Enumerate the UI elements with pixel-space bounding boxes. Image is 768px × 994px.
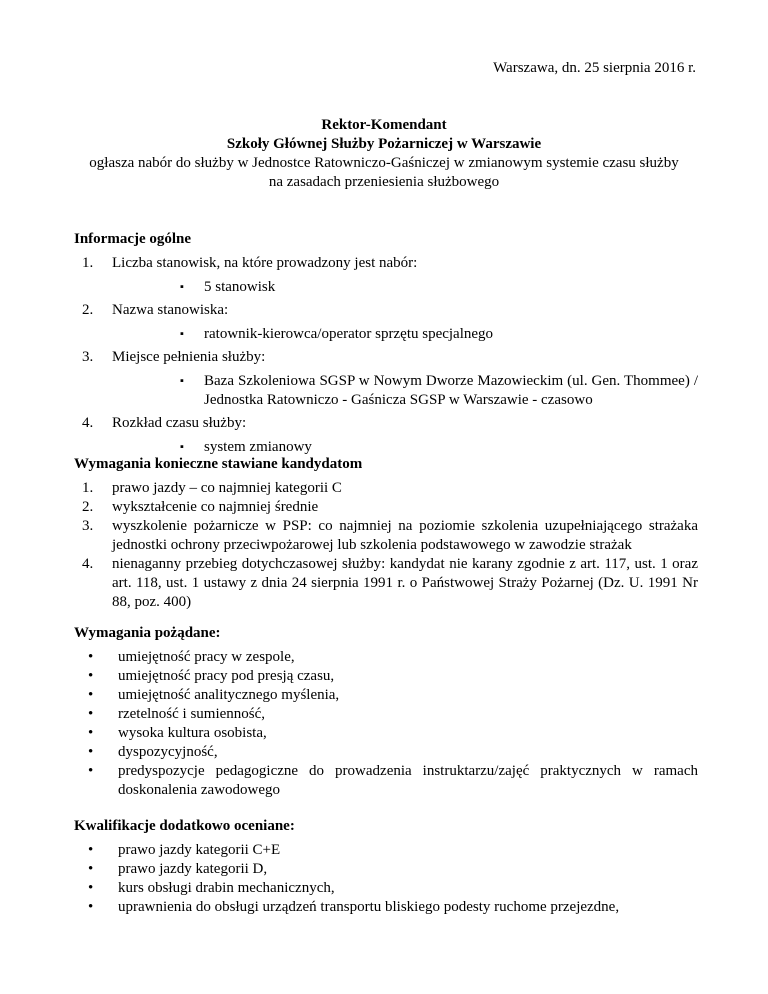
bullet-icon: •	[88, 649, 94, 665]
header-announcement: ogłasza nabór do służby w Jednostce Ratowniczo-Gaśniczej w zmianowym systemie czasu służby	[89, 155, 679, 171]
section-title: Wymagania konieczne stawiane kandydatom	[74, 456, 363, 472]
list-item: • prawo jazdy kategorii C+E	[88, 842, 281, 858]
list-item: • predyspozycje pedagogiczne do prowadzenia instruktarzu/zajęć praktycznych w ramach doskonalenia zawodowego	[88, 763, 698, 798]
bullet-icon: •	[88, 842, 94, 858]
list-item: 2. wykształcenie co najmniej średnie	[82, 499, 319, 515]
list-item: 3. wyszkolenie pożarnicze w PSP: co najmniej na poziomie szkolenia uzupełniającego strażaka jednostki ochrony przeciwpożarowej lub szkolenia podstawowego w zawodzie strażak	[82, 518, 698, 553]
bullet-icon: •	[88, 668, 94, 684]
additional-section	[74, 817, 698, 917]
sub-item: ▪ 5 stanowisk	[180, 279, 276, 295]
list-item: • dyspozycyjność,	[88, 744, 218, 760]
additional-list	[74, 841, 698, 917]
desired-section	[74, 624, 698, 800]
list-item: • prawo jazdy kategorii D,	[88, 861, 268, 877]
header-basis: na zasadach przeniesienia służbowego	[268, 174, 500, 190]
section-title: Informacje ogólne	[74, 231, 192, 247]
list-item: 1. Liczba stanowisk, na które prowadzony jest nabór: ▪ 5 stanowisk	[74, 254, 698, 297]
header-title: Rektor-Komendant	[321, 117, 447, 133]
bullet-icon: •	[88, 706, 94, 722]
required-list	[74, 479, 698, 612]
sub-item: ▪ system zmianowy	[180, 439, 312, 455]
sub-item: ▪ Baza Szkoleniowa SGSP w Nowym Dworze Mazowieckim (ul. Gen. Thommee) / Jednostka Ratowniczo - Gaśnicza SGSP w Warszawie - czasowo	[180, 373, 698, 408]
section-title: Wymagania pożądane:	[74, 625, 221, 641]
list-item: • umiejętność pracy w zespole,	[88, 649, 295, 665]
list-item: 4. Rozkład czasu służby: ▪ system zmianowy	[74, 414, 698, 457]
general-info-list	[74, 254, 698, 457]
bullet-icon: •	[88, 880, 94, 896]
list-item: • umiejętność pracy pod presją czasu,	[88, 668, 335, 684]
bullet-icon: •	[88, 763, 94, 779]
square-bullet-icon: ▪	[180, 441, 184, 453]
header-institution: Szkoły Głównej Służby Pożarniczej w Warszawie	[226, 136, 542, 152]
list-item: • uprawnienia do obsługi urządzeń transportu bliskiego podesty ruchome przejezdne,	[88, 899, 620, 915]
list-item: • wysoka kultura osobista,	[88, 725, 267, 741]
list-item: 3. Miejsce pełnienia służby: ▪ Baza Szkoleniowa SGSP w Nowym Dworze Mazowieckim (ul. Gen. Thommee) / Jednostka Ratowniczo - Gaśnicza SGSP w Warszawie - czasowo	[82, 349, 698, 408]
list-item: • rzetelność i sumienność,	[88, 706, 266, 722]
list-item: • kurs obsługi drabin mechanicznych,	[88, 880, 335, 896]
bullet-icon: •	[88, 861, 94, 877]
bullet-icon: •	[88, 725, 94, 741]
list-item: 2. Nazwa stanowiska: ▪ ratownik-kierowca/operator sprzętu specjalnego	[74, 301, 698, 344]
bullet-icon: •	[88, 899, 94, 915]
bullet-icon: •	[88, 744, 94, 760]
square-bullet-icon: ▪	[180, 328, 184, 340]
square-bullet-icon: ▪	[180, 375, 184, 387]
required-section	[74, 455, 698, 612]
square-bullet-icon: ▪	[180, 281, 184, 293]
date-line: Warszawa, dn. 25 sierpnia 2016 r.	[493, 60, 696, 76]
bullet-icon: •	[88, 687, 94, 703]
list-item: 1. prawo jazdy – co najmniej kategorii C	[82, 480, 342, 496]
general-info-section	[74, 230, 698, 461]
announcement-header	[60, 116, 708, 192]
list-item: • umiejętność analitycznego myślenia,	[88, 687, 340, 703]
sub-item: ▪ ratownik-kierowca/operator sprzętu specjalnego	[180, 326, 494, 342]
section-title: Kwalifikacje dodatkowo oceniane:	[74, 818, 295, 834]
desired-list	[74, 648, 698, 800]
list-item: 4. nienaganny przebieg dotychczasowej służby: kandydat nie karany zgodnie z art. 117, ust. 1 oraz art. 118, ust. 1 ustawy z dnia 24 sierpnia 1991 r. o Państwowej Straży Pożarnej (Dz. U. 1991 Nr 88, poz. 400)	[82, 556, 698, 610]
